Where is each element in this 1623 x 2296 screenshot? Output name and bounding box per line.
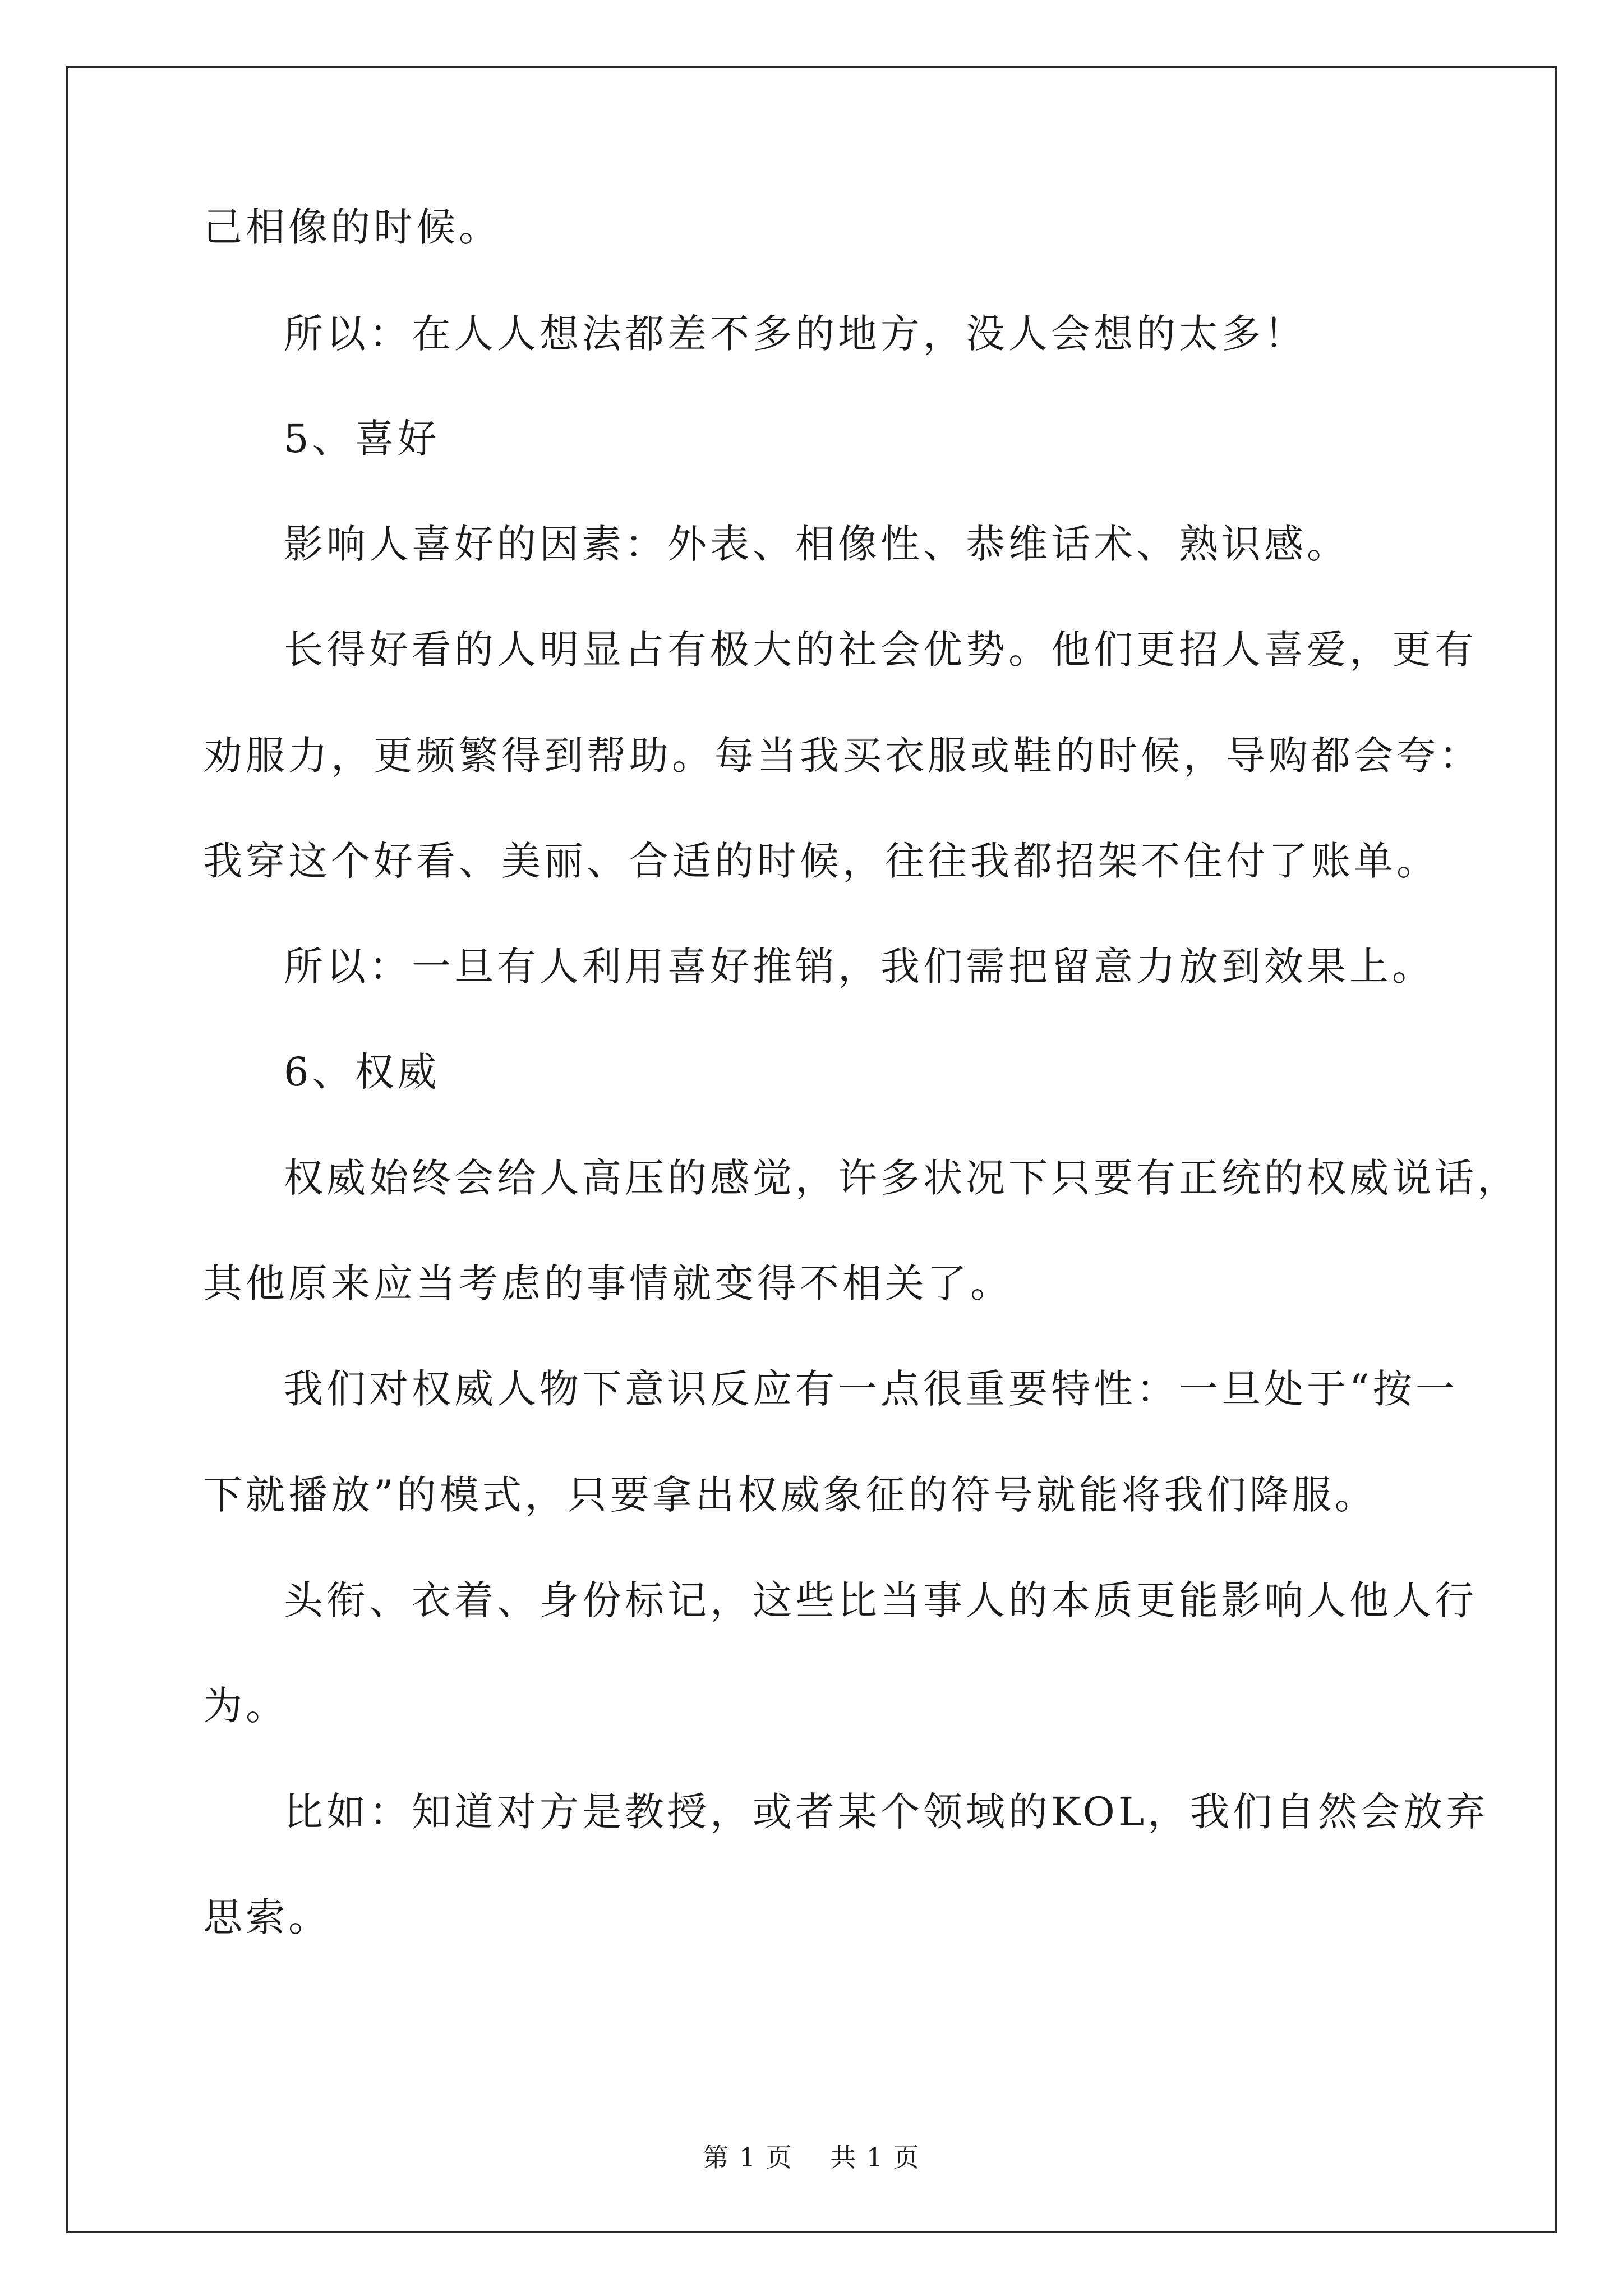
text-line: 权威始终会给人高压的感觉，许多状况下只要有正统的权威说话， — [284, 1155, 1520, 1201]
text-line: 我穿这个好看、美丽、合适的时候，往往我都招架不住付了账单。 — [203, 838, 1439, 884]
text-line: 劝服力，更频繁得到帮助。每当我买衣服或鞋的时候，导购都会夸： — [203, 733, 1482, 779]
text-line: 所以：在人人想法都差不多的地方，没人会想的太多！ — [284, 311, 1307, 357]
text-line: 我们对权威人物下意识反应有一点很重要特性：一旦处于“按一 — [284, 1366, 1458, 1412]
text-line: 己相像的时候。 — [203, 204, 501, 250]
text-line: 其他原来应当考虑的事情就变得不相关了。 — [203, 1260, 1013, 1306]
text-line: 思索。 — [203, 1894, 331, 1940]
text-line: 头衔、衣着、身份标记，这些比当事人的本质更能影响人他人行 — [284, 1577, 1477, 1623]
text-line: 长得好看的人明显占有极大的社会优势。他们更招人喜爱，更有 — [284, 627, 1477, 673]
text-line: 下就播放”的模式，只要拿出权威象征的符号就能将我们降服。 — [203, 1472, 1377, 1518]
text-line: 比如：知道对方是教授，或者某个领域的KOL，我们自然会放弃 — [284, 1789, 1489, 1835]
text-line: 为。 — [203, 1683, 288, 1729]
text-line: 所以：一旦有人利用喜好推销，我们需把留意力放到效果上。 — [284, 944, 1435, 990]
text-line: 影响人喜好的因素：外表、相像性、恭维话术、熟识感。 — [284, 521, 1349, 567]
section-heading: 5、喜好 — [284, 416, 440, 462]
page-number-footer: 第 1 页 共 1 页 — [703, 2142, 920, 2173]
section-heading: 6、权威 — [284, 1049, 440, 1095]
